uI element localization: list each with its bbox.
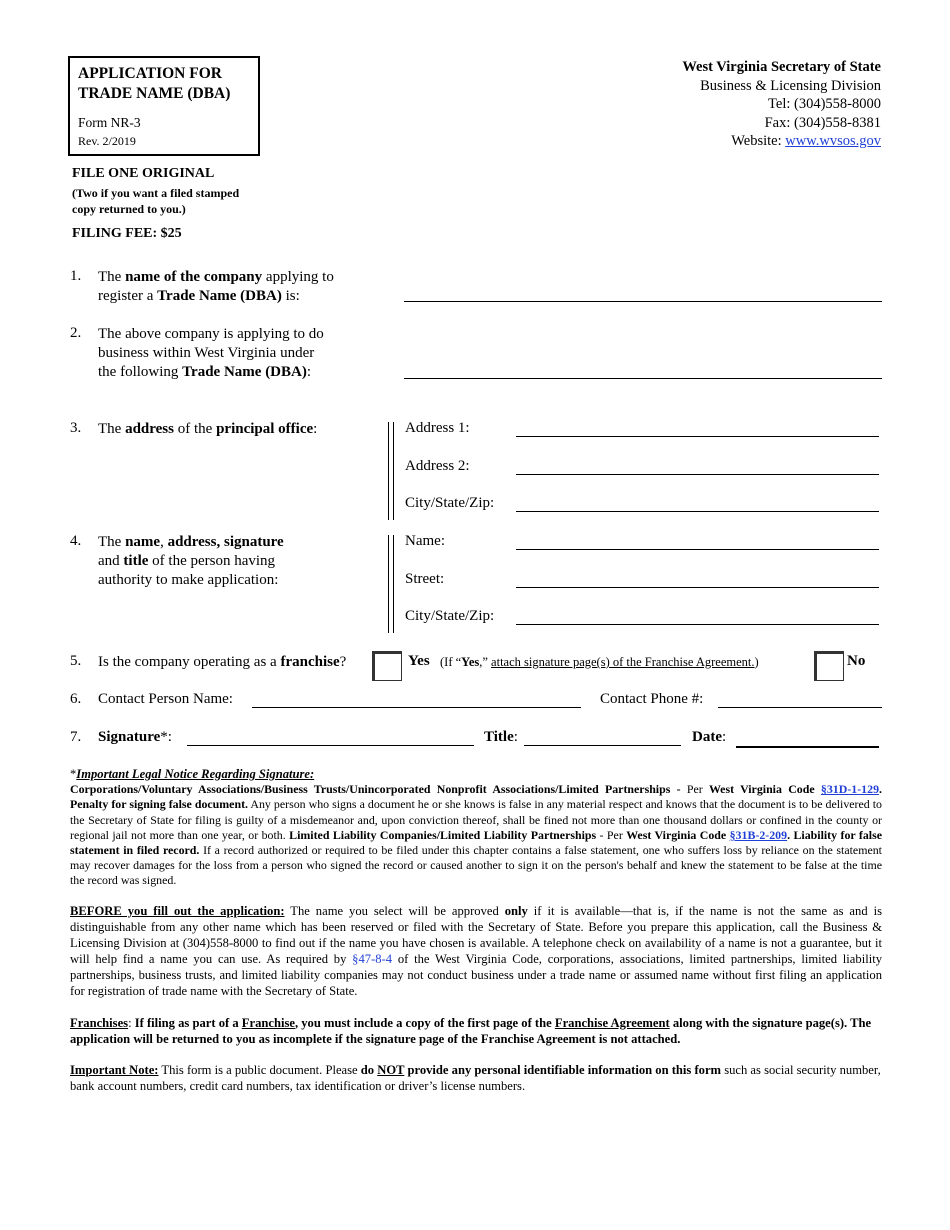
form-title: APPLICATION FOR TRADE NAME (DBA) [78,65,231,102]
franchises-section: Franchises: If filing as part of a Franchise, you must include a copy of the first page of the Franchise Agreement along with the signature page(s). The application will be returned to you as incomplete if the signature page of the Franchise Agreement is not attached. [70,1016,872,1046]
q2-number: 2. [70,325,82,341]
q1-text: The name of the company applying to register a Trade Name (DBA) is: [98,269,334,304]
code-31d-1-129-link[interactable]: §31D-1-129 [820,782,880,797]
franchises-heading: Franchises [70,1016,129,1030]
contact-phone-label: Contact Phone #: [600,691,704,707]
agency-fax: Fax: (304)558-8381 [764,114,881,131]
person-name-label: Name: [405,533,445,549]
q7-number: 7. [70,729,82,745]
agency-website: Website: www.wvsos.gov [731,133,881,149]
legal-notice-heading: *Important Legal Notice Regarding Signature: [70,767,315,781]
legal-notice-body: Corporations/Voluntary Associations/Business Trusts/Unincorporated Nonprofit Associations/Limited Partnerships - Per West Virginia Code §31D-1-129. Penalty for signing false document. Any person who signs a document he or she knows is false in any material respect and knows that the document is to be delivered to the Secretary of State for filing is guilty of a misdemeanor and, upon conviction thereof, shall be fined not more than one thousand dollars or confined in the county or regional jail not more than one year, or both. Limited Liability Companies/Limited Liability Partnerships - Per West Virginia Code §31B-2-209. Liability for false statement in filed record. If a record authorized or required to be filed under this chapter contains a false statement, one who suffers loss by reliance on the statement may recover damages for the loss from a person who signed the record or caused another to sign it on the person's behalf and knew the statement to be false at the time the record was signed. [70,782,883,888]
filing-fee: FILING FEE: $25 [72,226,182,241]
q3-number: 3. [70,420,82,436]
contact-name-label: Contact Person Name: [98,691,233,707]
q5-text: Is the company operating as a franchise? [98,654,347,670]
q4-divider [388,535,394,633]
address1-field[interactable] [516,436,879,437]
contact-name-field[interactable] [252,707,581,708]
form-number: Form NR-3 [78,115,141,130]
before-you-fill-section: BEFORE you fill out the application: The name you select will be approved only if it is available—that is, if the name is not the same as and is distinguishable from any other name which has been reserved or filed with the Secretary of State. Before you prepare this application, call the Business & Licensing Division at (304)558-8000 to find out if the name you have chosen is available. A telephone check on availability of a name is not a guarantee, but it will help find a name you can use. As required by §47-8-4 of the West Virginia Code, corporations, associations, limited partnerships, limited liability partnerships, business trusts, and limited liability companies may not conduct business under a trade name or assumed name without first filing an application for registration of trade name with the Secretary of State. [70,904,882,998]
q5-number: 5. [70,653,82,669]
code-47-8-4-link[interactable]: §47-8-4 [352,952,393,966]
file-copy-note: (Two if you want a filed stamped copy returned to you.) [72,186,240,216]
trade-name-field[interactable] [404,378,882,379]
website-link[interactable]: www.wvsos.gov [785,133,881,149]
franchise-no-checkbox[interactable] [814,651,844,681]
street-label: Street: [405,571,445,587]
address2-label: Address 2: [405,458,470,474]
address1-label: Address 1: [405,420,470,436]
q3-divider [388,422,394,520]
yes-instruction: (If “Yes,” attach signature page(s) of the Franchise Agreement.) [440,655,759,669]
file-one-original: FILE ONE ORIGINAL [72,166,215,181]
street-field[interactable] [516,587,879,588]
agency-division: Business & Licensing Division [700,77,881,94]
signature-field[interactable] [187,745,474,746]
q4-number: 4. [70,533,82,549]
date-label: Date: [692,729,727,745]
agency-name: West Virginia Secretary of State [682,59,881,75]
q3-text: The address of the principal office: [98,421,318,437]
form-revision: Rev. 2/2019 [78,134,136,148]
title-field[interactable] [524,745,681,746]
person-name-field[interactable] [516,549,879,550]
important-note-heading: Important Note: [70,1063,159,1077]
address2-field[interactable] [516,474,879,475]
date-field[interactable] [736,746,879,748]
title-label: Title: [484,729,518,745]
no-label: No [847,653,866,669]
office-city-state-zip-label: City/State/Zip: [405,495,495,511]
company-name-field[interactable] [404,301,882,302]
q1-number: 1. [70,268,82,284]
person-city-state-zip-label: City/State/Zip: [405,608,495,624]
agency-contact-block [682,58,881,151]
q6-number: 6. [70,691,82,707]
code-31b-2-209-link[interactable]: §31B-2-209 [729,827,788,842]
important-note-section: Important Note: This form is a public document. Please do NOT provide any personal identifiable information on this form such as social security number, bank account numbers, credit card numbers, tax identification or driver’s license numbers. [70,1063,881,1093]
franchise-yes-checkbox[interactable] [372,651,402,681]
contact-phone-field[interactable] [718,707,882,708]
q4-text: The name, address, signature and title of the person having authority to make application: [98,534,284,588]
person-city-state-zip-field[interactable] [516,624,879,625]
form-title-box [68,56,260,156]
yes-label: Yes [408,653,430,669]
agency-tel: Tel: (304)558-8000 [768,96,881,112]
before-heading: BEFORE you fill out the application: [70,904,285,918]
q2-text: The above company is applying to do business within West Virginia under the following Trade Name (DBA): [98,326,324,380]
legal-notice [70,767,882,889]
signature-label: Signature*: [98,729,172,745]
office-city-state-zip-field[interactable] [516,511,879,512]
